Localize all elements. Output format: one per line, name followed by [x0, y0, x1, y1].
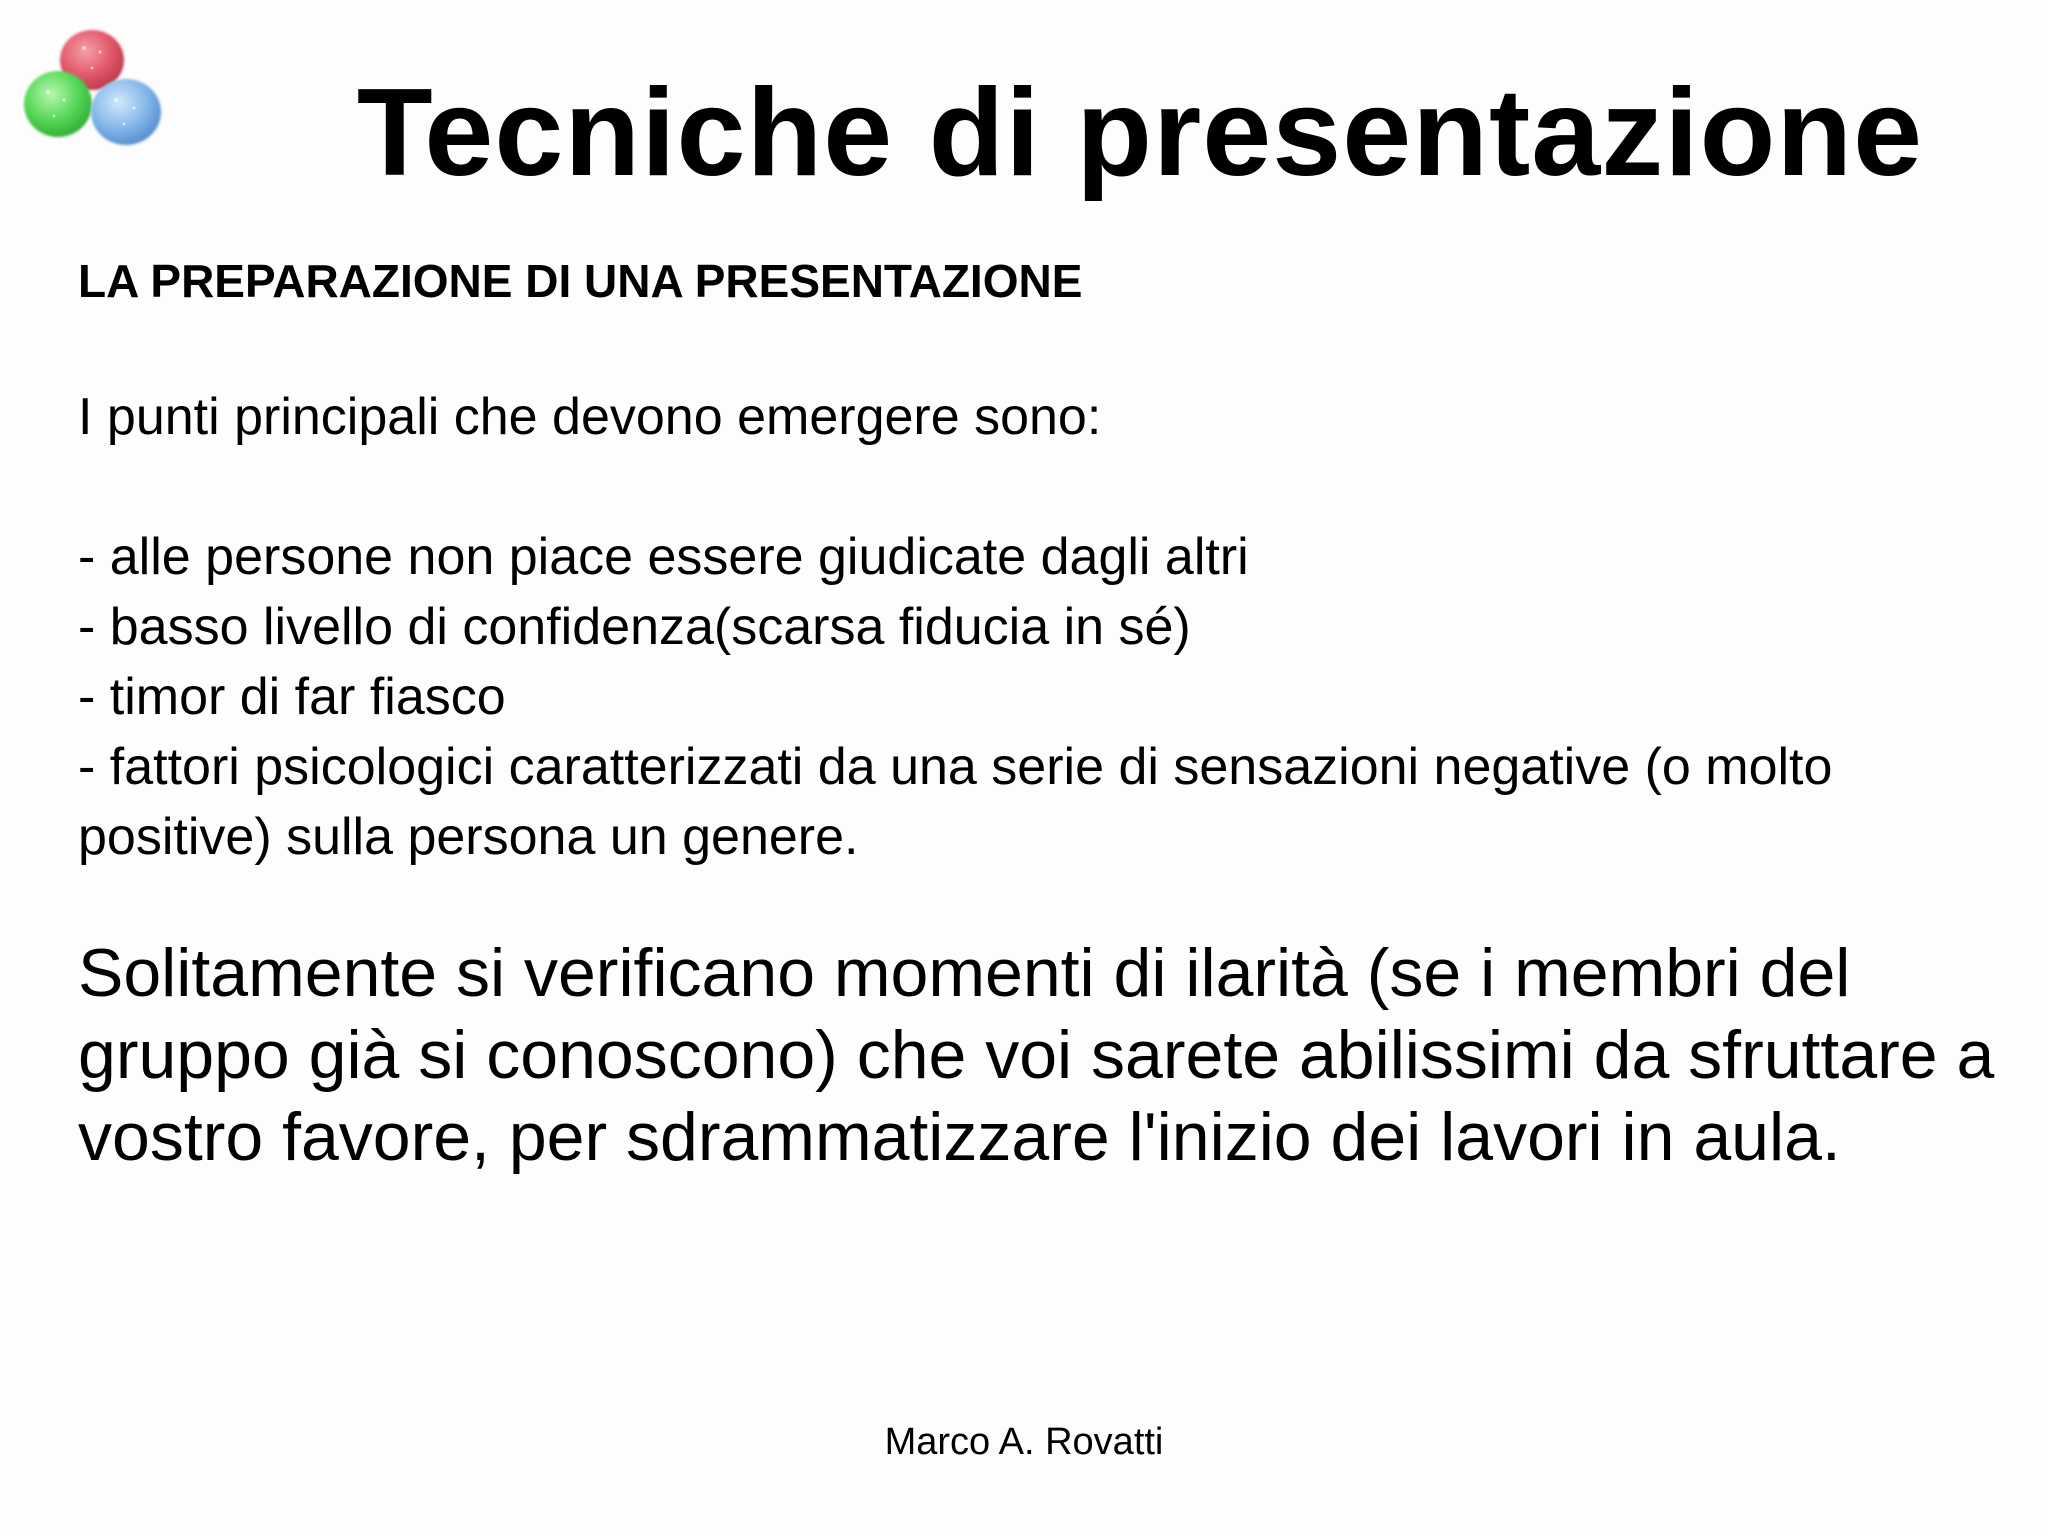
conclusion-paragraph: Solitamente si verificano momenti di ilarità (se i membri del gruppo già si conoscono) che voi sarete abilissimi da sfruttare a vostro favore, per sdrammatizzare l'inizio dei lavori in aula. [78, 935, 1995, 1175]
slide-title: Tecniche di presentazione [356, 64, 1924, 202]
bullet-list [78, 522, 1978, 872]
section-heading: LA PREPARAZIONE DI UNA PRESENTAZIONE [78, 255, 1083, 307]
bullet-item: - basso livello di confidenza(scarsa fiducia in sé) [78, 598, 1191, 656]
bullet-item: - fattori psicologici caratterizzati da una serie di sensazioni negative (o molto positive) sulla persona un genere. [78, 738, 1833, 866]
blue-candy [91, 79, 161, 145]
bullet-item: - alle persone non piace essere giudicate dagli altri [78, 528, 1249, 586]
gumdrop-candies-icon [12, 22, 172, 152]
bullet-item: - timor di far fiasco [78, 668, 506, 726]
green-candy [24, 71, 92, 137]
author-footer: Marco A. Rovatti [884, 1421, 1164, 1463]
intro-text: I punti principali che devono emergere sono: [78, 388, 1102, 446]
